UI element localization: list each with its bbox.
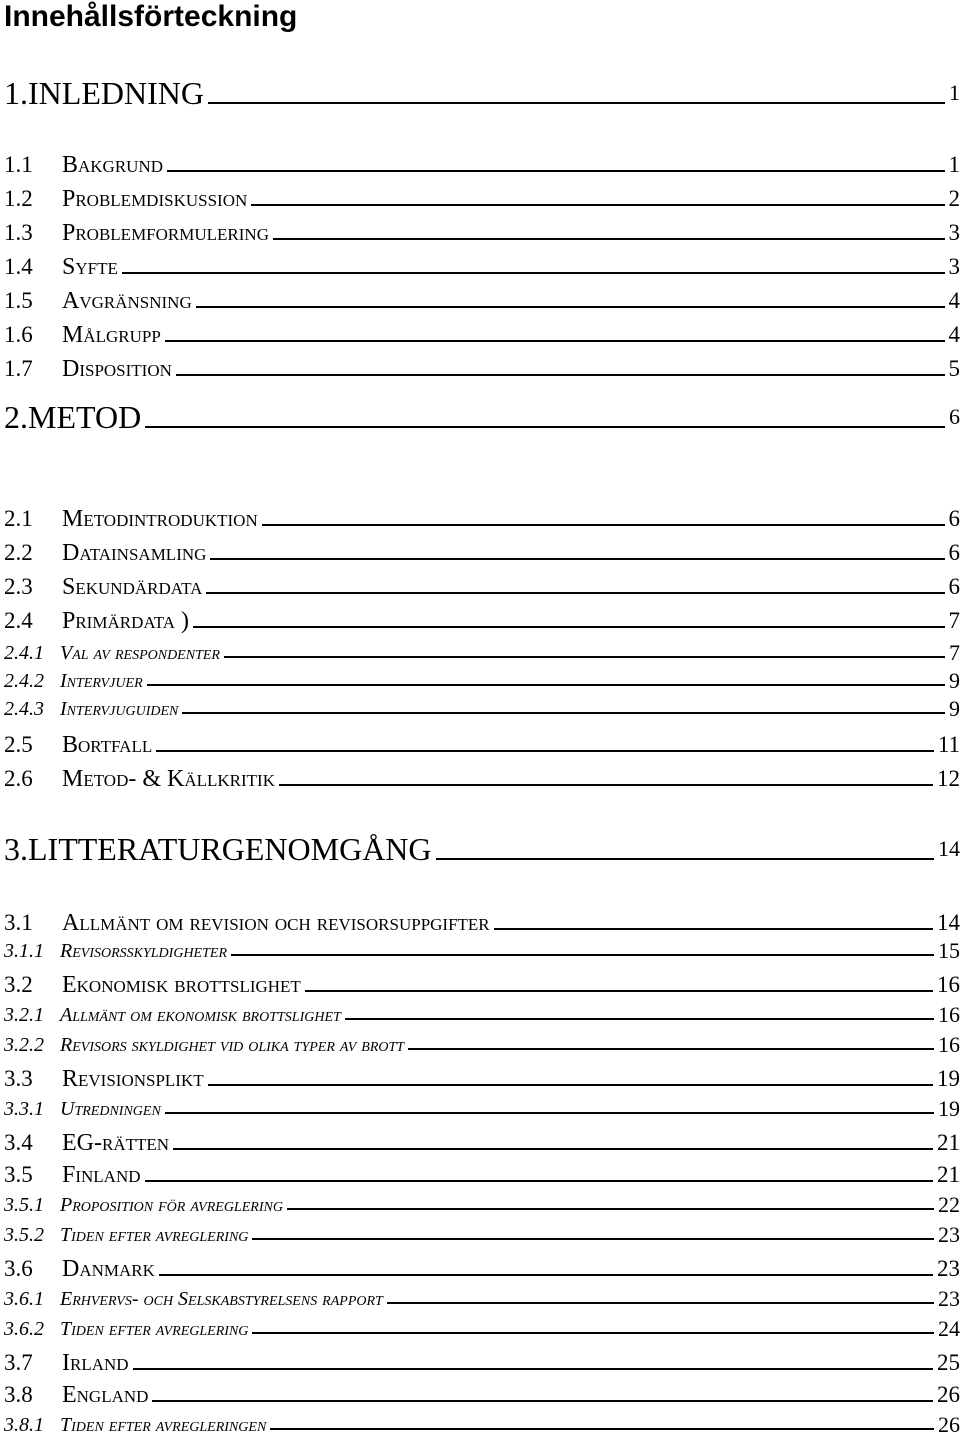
toc-leader-line	[147, 684, 945, 686]
toc-entry-text	[4, 1350, 129, 1376]
toc-page-number: 21	[937, 1162, 960, 1187]
toc-subsection[interactable]	[4, 1194, 960, 1216]
toc-leader-line	[494, 928, 933, 930]
toc-page-number: 26	[938, 1412, 960, 1437]
toc-page-number: 16	[938, 1032, 960, 1057]
toc-entry-number: 2.4.3	[4, 698, 44, 720]
toc-page-number: 23	[938, 1286, 960, 1311]
toc-section[interactable]	[4, 356, 960, 382]
toc-entry-number: 3.	[4, 831, 28, 867]
toc-leader-line	[165, 1112, 934, 1114]
toc-page-number: 11	[937, 732, 960, 757]
toc-entry-text	[4, 766, 275, 792]
toc-leader-line	[224, 656, 945, 658]
toc-entry-text	[4, 356, 172, 382]
toc-entry-text	[4, 642, 220, 664]
toc-entry-number: 3.8	[4, 1382, 33, 1407]
toc-page-number: 7	[948, 608, 960, 633]
toc-section[interactable]	[4, 910, 960, 936]
toc-subsection[interactable]	[4, 1288, 960, 1310]
toc-entry-number: 1.5	[4, 288, 33, 313]
toc-page-number: 2	[948, 186, 960, 211]
toc-leader-line	[345, 1018, 934, 1020]
toc-section[interactable]	[4, 1066, 960, 1092]
toc-page-number: 19	[938, 1096, 960, 1121]
toc-entry-label: METOD	[28, 399, 142, 435]
toc-leader-line	[231, 954, 934, 956]
toc-entry-label: Utredningen	[60, 1098, 161, 1120]
toc-entry-text	[4, 1382, 148, 1408]
toc-entry-text	[4, 1130, 169, 1156]
toc-page-number: 15	[938, 938, 960, 963]
toc-page-number: 3	[948, 220, 960, 245]
toc-entry-text	[4, 940, 227, 962]
toc-entry-label: Finland	[62, 1162, 141, 1188]
toc-entry-number: 3.8.1	[4, 1414, 44, 1436]
toc-entry-text	[4, 1414, 266, 1436]
toc-entry-number: 1.7	[4, 356, 33, 381]
toc-page-number: 9	[949, 668, 960, 693]
toc-entry-text	[4, 152, 163, 178]
toc-entry-number: 2.1	[4, 506, 33, 531]
toc-entry-label: Allmänt om revision och revisorsuppgifter	[62, 910, 490, 936]
toc-leader-line	[206, 592, 944, 594]
toc-entry-text	[4, 1034, 404, 1056]
toc-entry-text	[4, 1194, 283, 1216]
toc-entry-number: 3.6	[4, 1256, 33, 1281]
toc-leader-line	[145, 426, 945, 428]
toc-entry-text	[4, 670, 143, 692]
toc-section[interactable]	[4, 766, 960, 792]
toc-entry-label: Datainsamling	[62, 540, 207, 566]
toc-entry-number: 2.4	[4, 608, 33, 633]
toc-entry-number: 3.6.2	[4, 1318, 44, 1340]
toc-leader-line	[167, 170, 944, 172]
toc-chapter[interactable]	[4, 832, 960, 866]
toc-subsection[interactable]	[4, 670, 960, 692]
toc-entry-label: Danmark	[62, 1256, 155, 1282]
toc-leader-line	[252, 1332, 934, 1334]
toc-leader-line	[122, 272, 945, 274]
toc-entry-label: Problemformulering	[62, 220, 269, 246]
toc-entry-text	[4, 288, 192, 314]
toc-section[interactable]	[4, 732, 960, 758]
toc-entry-label: Tiden efter avreglering	[60, 1318, 249, 1340]
toc-entry-number: 2.4.1	[4, 642, 44, 664]
toc-entry-number: 3.5.1	[4, 1194, 44, 1216]
toc-page-number: 5	[948, 356, 960, 381]
toc-page-number: 16	[938, 1002, 960, 1027]
toc-chapter[interactable]	[4, 76, 960, 110]
toc-entry-text	[4, 732, 152, 758]
toc-entry-label: Ekonomisk brottslighet	[62, 972, 301, 998]
toc-leader-line	[251, 204, 944, 206]
toc-entry-label: Metod- & Källkritik	[62, 766, 275, 792]
toc-entry-text	[4, 254, 118, 280]
toc-entry-number: 3.2.2	[4, 1034, 44, 1056]
toc-leader-line	[279, 784, 933, 786]
toc-section[interactable]	[4, 254, 960, 280]
toc-entry-number: 1.	[4, 75, 28, 111]
toc-section[interactable]	[4, 288, 960, 314]
toc-chapter[interactable]	[4, 400, 960, 434]
toc-entry-label: Metodintroduktion	[62, 506, 258, 532]
toc-leader-line	[270, 1428, 934, 1430]
toc-leader-line	[436, 858, 934, 860]
toc-subsection[interactable]	[4, 642, 960, 664]
toc-page-number: 26	[937, 1382, 960, 1407]
toc-subsection[interactable]	[4, 940, 960, 962]
toc-entry-number: 1.3	[4, 220, 33, 245]
toc-entry-number: 1.6	[4, 322, 33, 347]
toc-entry-text	[4, 506, 258, 532]
toc-entry-label: Syfte	[62, 254, 118, 280]
toc-entry-label: Primärdata )	[62, 608, 190, 634]
toc-entry-label: Proposition för avreglering	[60, 1194, 283, 1216]
toc-section[interactable]	[4, 1130, 960, 1156]
toc-leader-line	[262, 524, 945, 526]
toc-leader-line	[156, 750, 934, 752]
toc-entry-text	[4, 540, 206, 566]
toc-entry-label: Bakgrund	[62, 152, 164, 178]
toc-leader-line	[145, 1180, 933, 1182]
toc-page-number: 6	[949, 404, 960, 429]
toc-entry-text	[4, 400, 141, 434]
toc-subsection[interactable]	[4, 698, 960, 720]
toc-page-number: 1	[949, 80, 960, 105]
toc-leader-line	[208, 1084, 933, 1086]
toc-entry-text	[4, 322, 161, 348]
toc-section[interactable]	[4, 1350, 960, 1376]
toc-subsection[interactable]	[4, 1414, 960, 1436]
toc-page-number: 1	[948, 152, 960, 177]
toc-entry-number: 3.2	[4, 972, 33, 997]
toc-page-number: 16	[937, 972, 960, 997]
toc-entry-number: 3.5	[4, 1162, 33, 1187]
toc-page-number: 24	[938, 1316, 960, 1341]
toc-entry-text	[4, 76, 204, 110]
toc-entry-number: 3.4	[4, 1130, 33, 1155]
toc-leader-line	[152, 1400, 933, 1402]
toc-entry-text	[4, 1288, 383, 1310]
toc-entry-label: Disposition	[62, 356, 172, 382]
toc-entry-number: 2.2	[4, 540, 33, 565]
toc-leader-line	[287, 1208, 934, 1210]
toc-subsection[interactable]	[4, 1318, 960, 1340]
toc-section[interactable]	[4, 1162, 960, 1188]
toc-section[interactable]	[4, 608, 960, 634]
toc-leader-line	[133, 1368, 933, 1370]
toc-entry-number: 3.2.1	[4, 1004, 44, 1026]
toc-leader-line	[193, 626, 944, 628]
toc-entry-label: Revisorsskyldigheter	[60, 940, 227, 962]
toc-entry-number: 2.4.2	[4, 670, 44, 692]
toc-entry-number: 1.4	[4, 254, 33, 279]
toc-section[interactable]	[4, 1256, 960, 1282]
toc-entry-text	[4, 1318, 248, 1340]
toc-entry-text	[4, 1098, 161, 1120]
toc-leader-line	[165, 340, 945, 342]
toc-leader-line	[305, 990, 933, 992]
toc-entry-text	[4, 832, 432, 866]
toc-leader-line	[159, 1274, 933, 1276]
toc-leader-line	[252, 1238, 934, 1240]
toc-entry-label: Intervjuer	[60, 670, 143, 692]
toc-page-number: 19	[937, 1066, 960, 1091]
toc-entry-text	[4, 972, 301, 998]
toc-entry-label: Avgränsning	[62, 288, 192, 314]
toc-page-number: 6	[948, 540, 960, 565]
toc-entry-label: Val av respondenter	[60, 642, 220, 664]
toc-leader-line	[387, 1302, 934, 1304]
toc-leader-line	[408, 1048, 934, 1050]
toc-page-number: 4	[948, 288, 960, 313]
toc-page-number: 21	[937, 1130, 960, 1155]
toc-entry-number: 3.1	[4, 910, 33, 935]
toc-section[interactable]	[4, 186, 960, 212]
toc-entry-label: Bortfall	[62, 732, 153, 758]
toc-entry-number: 3.1.1	[4, 940, 44, 962]
toc-entry-label: Allmänt om ekonomisk brottslighet	[60, 1004, 341, 1026]
toc-entry-number: 2.	[4, 399, 28, 435]
toc-leader-line	[273, 238, 945, 240]
toc-page-number: 14	[937, 910, 960, 935]
toc-entry-text	[4, 608, 189, 634]
toc-page-number: 3	[948, 254, 960, 279]
toc-entry-number: 1.2	[4, 186, 33, 211]
toc-entry-text	[4, 1224, 248, 1246]
toc-entry-text	[4, 186, 247, 212]
toc-entry-label: Erhvervs- och Selskabstyrelsens rapport	[60, 1288, 383, 1310]
toc-entry-label: Intervjuguiden	[60, 698, 179, 720]
toc-entry-number: 3.3.1	[4, 1098, 44, 1120]
toc-page-number: 4	[948, 322, 960, 347]
toc-page-number: 23	[938, 1222, 960, 1247]
toc-section[interactable]	[4, 540, 960, 566]
toc-entry-label: Revisors skyldighet vid olika typer av brott	[60, 1034, 405, 1056]
toc-entry-label: Sekundärdata	[62, 574, 203, 600]
toc-page-number: 23	[937, 1256, 960, 1281]
toc-page-number: 25	[937, 1350, 960, 1375]
toc-entry-text	[4, 574, 202, 600]
toc-page-number: 12	[937, 766, 960, 791]
toc-entry-number: 1.1	[4, 152, 33, 177]
toc-leader-line	[173, 1148, 933, 1150]
toc-entry-number: 3.3	[4, 1066, 33, 1091]
toc-page-number: 14	[938, 836, 960, 861]
toc-page-number: 9	[949, 696, 960, 721]
toc-section[interactable]	[4, 1382, 960, 1408]
toc-subsection[interactable]	[4, 1034, 960, 1056]
toc-entry-text	[4, 1066, 204, 1092]
toc-page-number: 6	[948, 506, 960, 531]
page-title: Innehållsförteckning	[4, 0, 298, 33]
toc-entry-number: 2.5	[4, 732, 33, 757]
toc-section[interactable]	[4, 220, 960, 246]
toc-entry-label: Revisionsplikt	[62, 1066, 204, 1092]
toc-page-number: 7	[949, 640, 960, 665]
toc-page-number: 6	[948, 574, 960, 599]
toc-subsection[interactable]	[4, 1098, 960, 1120]
toc-entry-number: 2.6	[4, 766, 33, 791]
toc-entry-text	[4, 910, 490, 936]
toc-entry-number: 3.5.2	[4, 1224, 44, 1246]
toc-entry-text	[4, 698, 178, 720]
toc-entry-label: Tiden efter avregleringen	[60, 1414, 267, 1436]
toc-leader-line	[182, 712, 945, 714]
toc-entry-label: LITTERATURGENOMGÅNG	[28, 831, 432, 867]
toc-section[interactable]	[4, 972, 960, 998]
toc-entry-label: EG-rätten	[62, 1130, 170, 1156]
toc-entry-label: England	[62, 1382, 149, 1408]
toc-section[interactable]	[4, 322, 960, 348]
toc-subsection[interactable]	[4, 1004, 960, 1026]
toc-entry-text	[4, 220, 269, 246]
toc-page-number: 22	[938, 1192, 960, 1217]
toc-entry-text	[4, 1256, 155, 1282]
toc-leader-line	[196, 306, 945, 308]
toc-entry-label: Tiden efter avreglering	[60, 1224, 249, 1246]
toc-leader-line	[208, 102, 945, 104]
toc-section[interactable]	[4, 506, 960, 532]
toc-leader-line	[210, 558, 944, 560]
toc-section[interactable]	[4, 152, 960, 178]
toc-entry-label: Målgrupp	[62, 322, 161, 348]
toc-subsection[interactable]	[4, 1224, 960, 1246]
toc-section[interactable]	[4, 574, 960, 600]
toc-entry-text	[4, 1004, 341, 1026]
toc-leader-line	[176, 374, 945, 376]
toc-entry-label: Irland	[62, 1350, 129, 1376]
toc-entry-label: INLEDNING	[28, 75, 204, 111]
toc-entry-number: 3.6.1	[4, 1288, 44, 1310]
toc-entry-number: 3.7	[4, 1350, 33, 1375]
toc-entry-number: 2.3	[4, 574, 33, 599]
toc-entry-label: Problemdiskussion	[62, 186, 248, 212]
toc-entry-text	[4, 1162, 141, 1188]
